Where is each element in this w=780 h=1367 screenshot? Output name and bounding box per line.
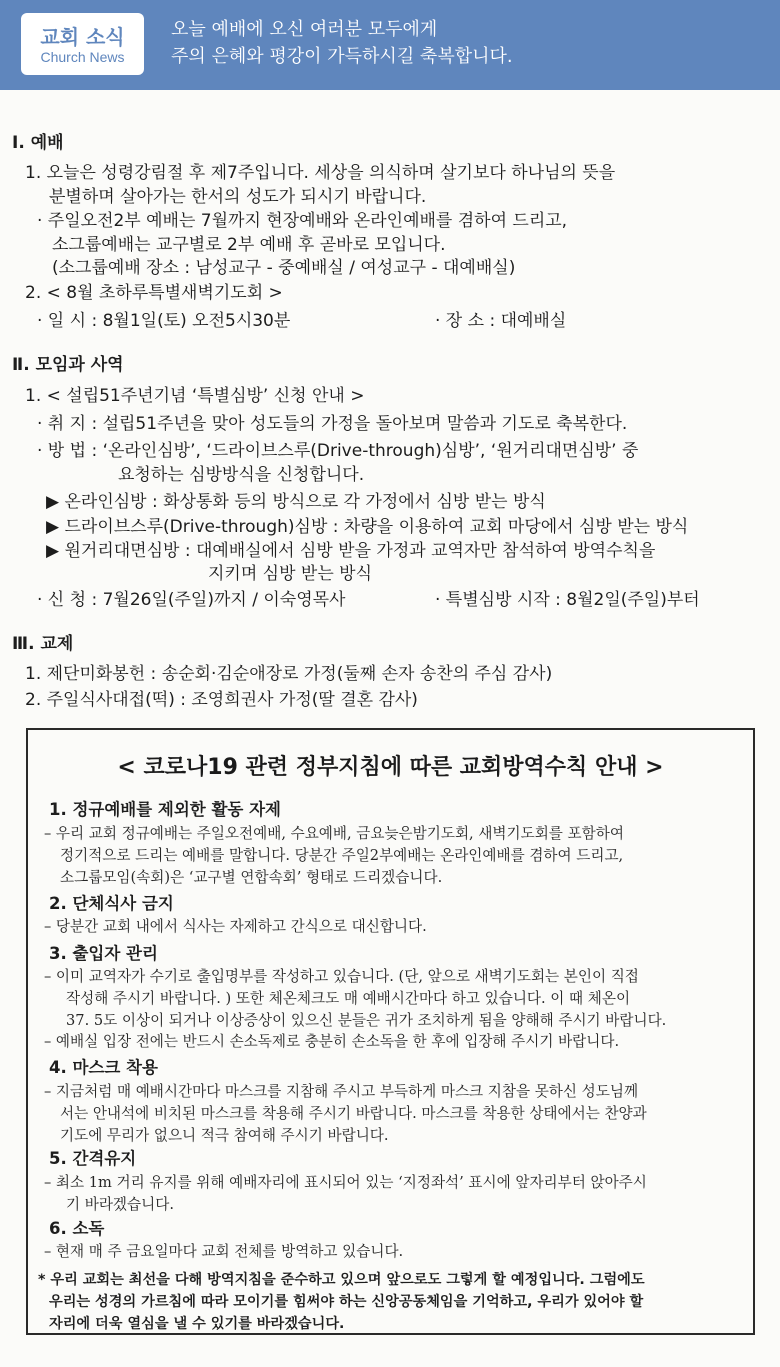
guideline-4-line-3: 기도에 무리가 없으니 적극 참여해 주시기 바랍니다. xyxy=(60,1127,389,1144)
guideline-3-heading: 3. 출입자 관리 xyxy=(49,944,158,963)
section-worship-heading: Ⅰ. 예배 xyxy=(12,133,64,153)
fellowship-item-1: 1. 제단미화봉헌 : 송순회·김순애장로 가정(둘째 손자 송찬의 주심 감사) xyxy=(25,664,553,684)
guideline-3-line-1: – 이미 교역자가 수기로 출입명부를 작성하고 있습니다. (단, 앞으로 새벽기도회는 본인이 직접 xyxy=(44,968,639,985)
gathering-item-1-title: 1. < 설립51주년기념 ‘특별심방’ 신청 안내 > xyxy=(25,386,365,406)
guideline-2-line-1: – 당분간 교회 내에서 식사는 자제하고 간식으로 대신합니다. xyxy=(44,918,427,935)
worship-item-1-line-1: 1. 오늘은 성령강림절 후 제7주입니다. 세상을 의식하며 살기보다 하나님의 뜻을 xyxy=(25,163,616,183)
remote-visit-line-2: 지키며 심방 받는 방식 xyxy=(208,564,373,584)
section-fellowship-heading: Ⅲ. 교제 xyxy=(12,634,74,654)
badge-korean-title: 교회 소식 xyxy=(40,25,125,49)
worship-item-2-date: · 일 시 : 8월1일(토) 오전5시30분 xyxy=(37,311,291,331)
gathering-method-line-1: · 방 법 : ‘온라인심방’, ‘드라이브스루(Drive-through)심방’, ‘원거리대면심방’ 중 xyxy=(37,441,639,461)
worship-item-1-sub-1: · 주일오전2부 예배는 7월까지 현장예배와 온라인예배를 겸하여 드리고, xyxy=(37,211,568,231)
guideline-6-heading: 6. 소독 xyxy=(49,1219,105,1238)
guideline-1-line-2: 정기적으로 드리는 예배를 말합니다. 당분간 주일2부예배는 온라인예배를 겸하여 드리고, xyxy=(60,847,624,864)
drive-through-visit-item: ▶ 드라이브스루(Drive-through)심방 : 차량을 이용하여 교회 마당에서 심방 받는 방식 xyxy=(46,517,689,537)
gathering-method-line-2: 요청하는 심방방식을 신청합니다. xyxy=(118,465,365,485)
worship-item-2-title: 2. < 8월 초하루특별새벽기도회 > xyxy=(25,283,283,303)
closing-note-line-1: * 우리 교회는 최선을 다해 방역지침을 준수하고 있으며 앞으로도 그렇게 할 예정입니다. 그럼에도 xyxy=(38,1272,645,1288)
fellowship-item-2: 2. 주일식사대접(떡) : 조영희권사 가정(딸 결혼 감사) xyxy=(25,690,418,710)
online-visit-item: ▶ 온라인심방 : 화상통화 등의 방식으로 각 가정에서 심방 받는 방식 xyxy=(46,492,546,512)
guideline-3-line-3: 37. 5도 이상이 되거나 이상증상이 있으신 분들은 귀가 조치하게 됨을 양해해 주시기 바랍니다. xyxy=(66,1012,667,1029)
covid-guidelines-box xyxy=(26,728,755,1335)
gathering-start: · 특별심방 시작 : 8월2일(주일)부터 xyxy=(435,590,700,610)
worship-item-1-line-2: 분별하며 살아가는 한서의 성도가 되시기 바랍니다. xyxy=(49,187,427,207)
greeting-line-1: 오늘 예배에 오신 여러분 모두에게 xyxy=(171,19,438,40)
guideline-5-line-2: 기 바라겠습니다. xyxy=(66,1196,174,1213)
church-news-badge xyxy=(21,13,144,75)
guideline-4-line-1: – 지금처럼 매 예배시간마다 마스크를 지참해 주시고 부득하게 마스크 지참을 못하신 성도님께 xyxy=(44,1083,639,1100)
greeting-message xyxy=(171,16,513,70)
guideline-2-heading: 2. 단체식사 금지 xyxy=(49,894,174,913)
worship-item-1-sub-2: 소그룹예배는 교구별로 2부 예배 후 곧바로 모입니다. xyxy=(52,235,446,255)
guideline-3-line-2: 작성해 주시기 바랍니다. ) 또한 체온체크도 매 예배시간마다 하고 있습니다. 이 때 체온이 xyxy=(66,990,631,1007)
guideline-5-line-1: – 최소 1m 거리 유지를 위해 예배자리에 표시되어 있는 ‘지정좌석’ 표시에 앞자리부터 앉아주시 xyxy=(44,1174,647,1191)
greeting-line-2: 주의 은혜와 평강이 가득하시길 축복합니다. xyxy=(171,46,513,67)
closing-note-line-2: 우리는 성경의 가르침에 따라 모이기를 힘써야 하는 신앙공동체임을 기억하고, 우리가 있어야 할 xyxy=(49,1294,644,1310)
guideline-5-heading: 5. 간격유지 xyxy=(49,1149,137,1168)
worship-item-2-place: · 장 소 : 대예배실 xyxy=(435,311,567,331)
guideline-3-line-4: – 예배실 입장 전에는 반드시 손소독제로 충분히 손소독을 한 후에 입장해 주시기 바랍니다. xyxy=(44,1033,620,1050)
gathering-purpose: · 취 지 : 설립51주년을 맞아 성도들의 가정을 돌아보며 말씀과 기도로 축복한다. xyxy=(37,414,628,434)
guideline-1-line-3: 소그룹모임(속회)은 ‘교구별 연합속회’ 형태로 드리겠습니다. xyxy=(60,869,443,886)
news-header xyxy=(0,0,780,90)
covid-guidelines-title: < 코로나19 관련 정부지침에 따른 교회방역수칙 안내 > xyxy=(117,755,664,780)
section-gathering-heading: Ⅱ. 모임과 사역 xyxy=(12,355,124,375)
gathering-apply: · 신 청 : 7월26일(주일)까지 / 이숙영목사 xyxy=(37,590,346,610)
guideline-4-line-2: 서는 안내석에 비치된 마스크를 착용해 주시기 바랍니다. 마스크를 착용한 상태에서는 찬양과 xyxy=(60,1105,647,1122)
guideline-1-heading: 1. 정규예배를 제외한 활동 자제 xyxy=(49,800,281,819)
worship-item-1-sub-3: (소그룹예배 장소 : 남성교구 - 중예배실 / 여성교구 - 대예배실) xyxy=(52,258,516,278)
remote-visit-line-1: ▶ 원거리대면심방 : 대예배실에서 심방 받을 가정과 교역자만 참석하여 방역수칙을 xyxy=(46,541,656,561)
guideline-6-line-1: – 현재 매 주 금요일마다 교회 전체를 방역하고 있습니다. xyxy=(44,1243,404,1260)
closing-note-line-3: 자리에 더욱 열심을 낼 수 있기를 바라겠습니다. xyxy=(49,1316,345,1332)
guideline-4-heading: 4. 마스크 착용 xyxy=(49,1058,158,1077)
guideline-1-line-1: – 우리 교회 정규예배는 주일오전예배, 수요예배, 금요늦은밤기도회, 새벽기도회를 포함하여 xyxy=(44,825,624,842)
badge-english-title: Church News xyxy=(40,49,125,65)
